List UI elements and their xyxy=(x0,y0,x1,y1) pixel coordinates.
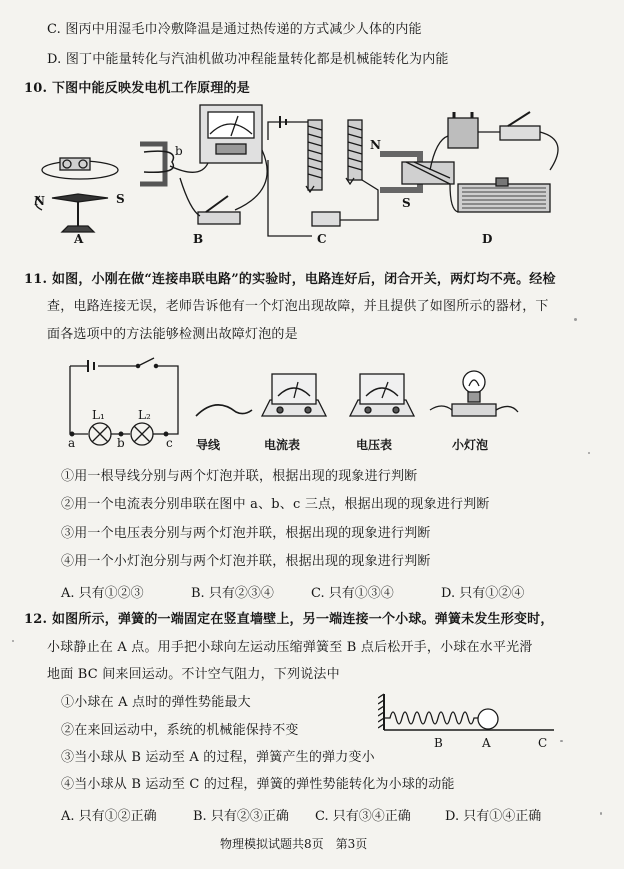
q12-figure-drawing xyxy=(378,690,558,750)
q12-figure xyxy=(378,690,558,750)
page-footer: 物理模拟试题共8页 第3页 xyxy=(220,837,368,851)
q12-option-d: D. 只有①④正确 xyxy=(445,809,542,824)
scan-speck xyxy=(12,640,14,642)
circuit-switch xyxy=(138,358,154,366)
q9-option-c: C. 图丙中用湿毛巾冷敷降温是通过热传递的方式减少人体的内能 xyxy=(47,22,422,37)
c-switch xyxy=(312,212,340,226)
q10-label-b-small: b xyxy=(175,144,183,158)
q12-label-c: C xyxy=(538,736,548,750)
q12-label-b: B xyxy=(434,736,443,750)
q12-option-a: A. 只有①②正确 xyxy=(61,809,157,824)
q12-label-a: A xyxy=(482,736,491,750)
c-coil-left xyxy=(308,120,322,190)
spring xyxy=(384,712,478,724)
q10-figure xyxy=(30,100,590,250)
q12-option-c: C. 只有③④正确 xyxy=(315,809,411,824)
b-magnet xyxy=(140,144,165,184)
q10-label-n-right: N xyxy=(370,138,381,152)
q10-label-c: C xyxy=(317,232,327,246)
q12-stem-line3: 地面 BC 间来回运动。不计空气阻力，下列说法中 xyxy=(47,667,340,682)
q11-item-4: ④用一个小灯泡分别与两个灯泡并联，根据出现的现象进行判断 xyxy=(61,554,431,569)
q11-stem-line3: 面各选项中的方法能够检测出故障灯泡的是 xyxy=(47,327,298,342)
q11-label-l1: L₁ xyxy=(92,408,105,422)
q12-options xyxy=(61,805,601,823)
small-bulb xyxy=(463,371,485,393)
q11-label-wire: 导线 xyxy=(196,438,221,452)
q10-label-n-left: N xyxy=(34,194,45,208)
q9-option-d: D. 图丁中能量转化与汽油机做功冲程能量转化都是机械能转化为内能 xyxy=(47,52,449,67)
scan-speck xyxy=(560,740,563,742)
q11-label-l2: L₂ xyxy=(138,408,151,422)
q11-options xyxy=(61,582,601,600)
q11-option-c: C. 只有①③④ xyxy=(311,586,394,601)
q12-item-2: ②在来回运动中，系统的机械能保持不变 xyxy=(61,723,299,738)
q11-label-ammeter: 电流表 xyxy=(264,438,301,452)
q11-option-b: B. 只有②③④ xyxy=(191,586,274,601)
q11-item-1: ①用一根导线分别与两个灯泡并联，根据出现的现象进行判断 xyxy=(61,469,418,484)
q11-option-a: A. 只有①②③ xyxy=(61,586,144,601)
q11-label-bulb: 小灯泡 xyxy=(452,438,489,452)
q12-stem-line2: 小球静止在 A 点。用手把小球向左运动压缩弹簧至 B 点后松开手，小球在水平光滑 xyxy=(47,640,533,655)
q10-label-d: D xyxy=(482,232,493,246)
q10-label-a: A xyxy=(74,232,84,246)
q11-stem-line1: 11. 如图，小刚在做“连接串联电路”的实验时，电路连好后，闭合开关，两灯均不亮。经检 xyxy=(24,272,556,287)
q12-item-4: ④当小球从 B 运动至 C 的过程，弹簧的弹性势能转化为小球的动能 xyxy=(61,777,455,792)
scan-speck xyxy=(574,318,577,321)
q11-label-c: c xyxy=(166,436,173,450)
q10-label-s-left: S xyxy=(116,192,125,206)
a-needle xyxy=(52,194,108,202)
q11-option-d: D. 只有①②④ xyxy=(441,586,525,601)
q10-figure-drawing xyxy=(30,100,590,250)
q12-item-3: ③当小球从 B 运动至 A 的过程，弹簧产生的弹力变小 xyxy=(61,750,375,765)
q11-label-b: b xyxy=(117,436,125,450)
q11-item-2: ②用一个电流表分别串联在图中 a、b、c 三点，根据出现的现象进行判断 xyxy=(61,497,490,512)
q10-stem: 10. 下图中能反映发电机工作原理的是 xyxy=(24,81,250,96)
q11-figure xyxy=(66,352,536,452)
q11-stem-line2: 查，电路连接无误，老师告诉他有一个灯泡出现故障，并且提供了如图所示的器材，下 xyxy=(47,299,549,314)
q12-stem-line1: 12. 如图所示，弹簧的一端固定在竖直墙壁上，另一端连接一个小球。弹簧未发生形变时， xyxy=(24,612,554,627)
d-battery xyxy=(448,118,478,148)
q12-option-b: B. 只有②③正确 xyxy=(193,809,289,824)
q11-item-3: ③用一个电压表分别与两个灯泡并联，根据出现的现象进行判断 xyxy=(61,526,431,541)
a-coil xyxy=(60,158,90,170)
d-switch xyxy=(500,126,540,140)
ball xyxy=(478,709,498,729)
q11-label-voltmeter: 电压表 xyxy=(356,438,393,452)
q11-label-a: a xyxy=(68,436,76,450)
scan-speck xyxy=(600,812,602,815)
scan-speck xyxy=(588,452,590,454)
q12-item-1: ①小球在 A 点时的弹性势能最大 xyxy=(61,695,251,710)
b-switch xyxy=(198,212,240,224)
q10-label-b: B xyxy=(193,232,204,246)
q10-label-s-right: S xyxy=(402,196,411,210)
loose-wire xyxy=(196,405,252,416)
